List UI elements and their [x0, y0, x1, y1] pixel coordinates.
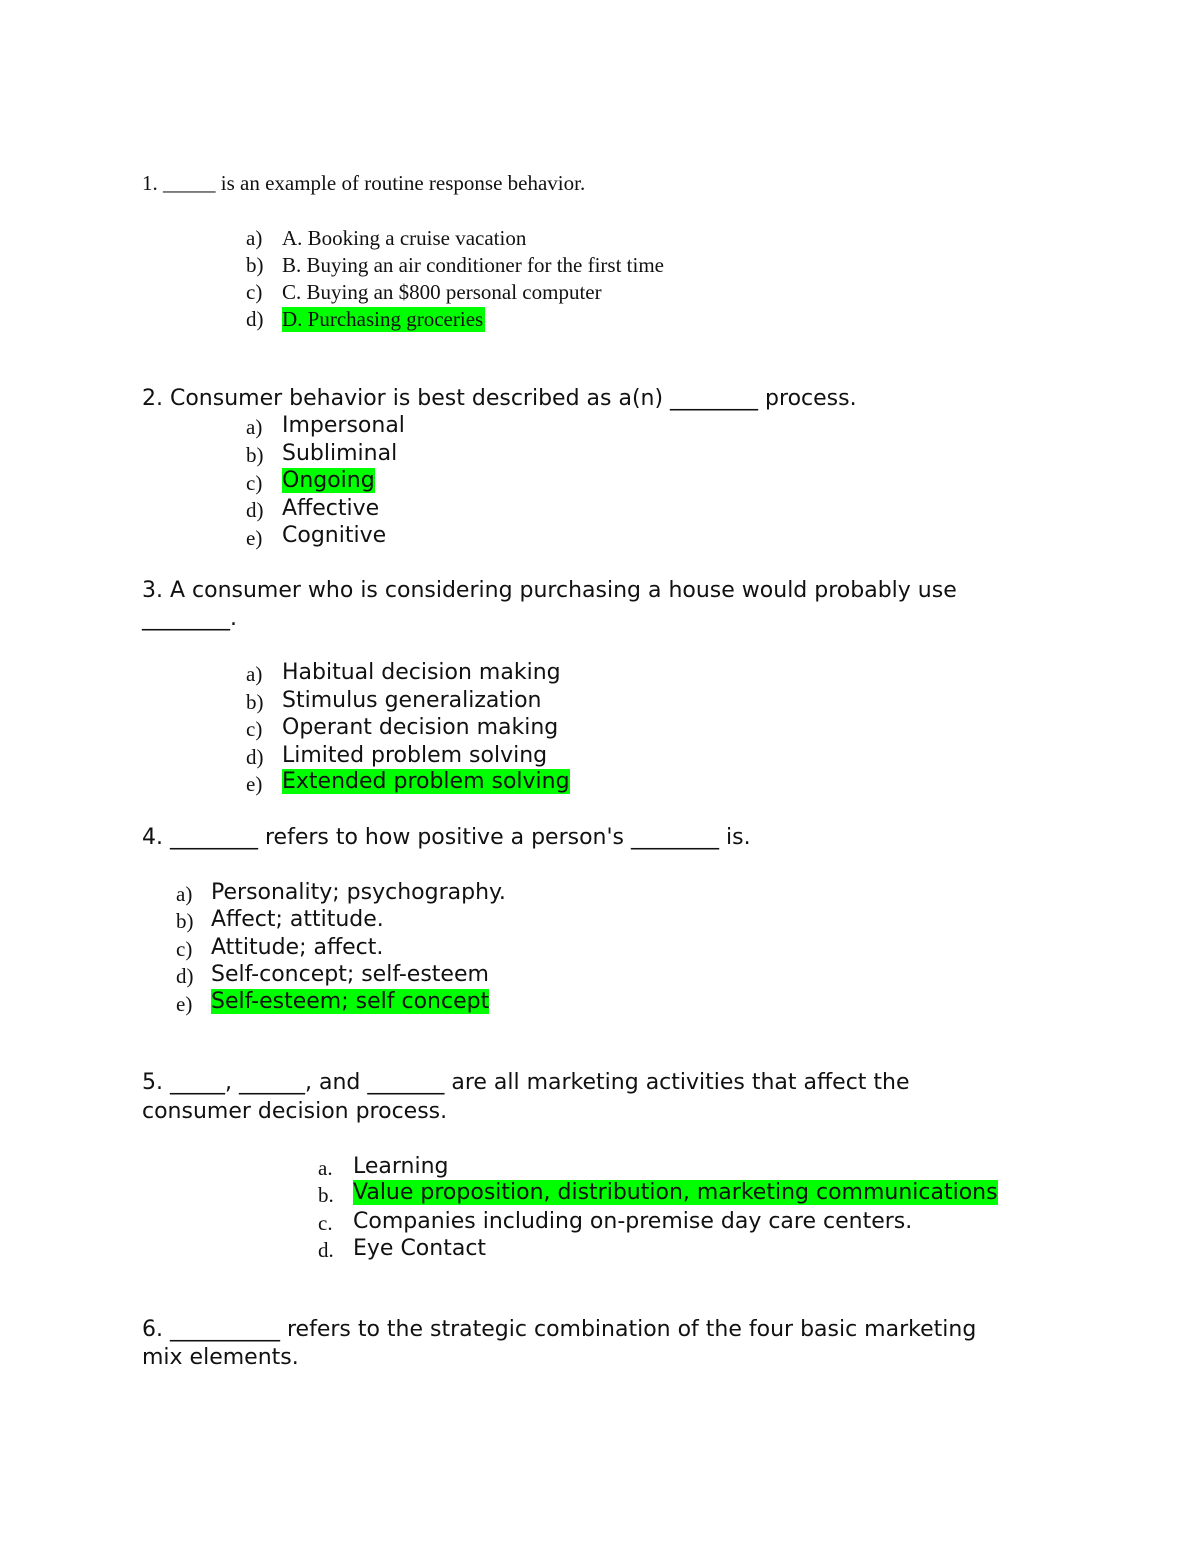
option-text: Affective: [282, 496, 380, 521]
option-text: B. Buying an air conditioner for the first time: [282, 253, 664, 277]
option-letter: d): [246, 498, 264, 522]
question-5-stem-line2: consumer decision process.: [142, 1099, 448, 1124]
question-5-stem-line1: 5. _____, ______, and _______ are all marketing activities that affect the: [142, 1070, 910, 1095]
question-3-stem-line1: 3. A consumer who is considering purchasing a house would probably use: [142, 578, 957, 603]
option-text-correct: Ongoing: [282, 468, 375, 493]
option-letter: b): [246, 253, 264, 277]
option-letter: a.: [318, 1156, 333, 1180]
question-3-stem-line2: ________.: [142, 606, 237, 631]
option-text-correct: Value proposition, distribution, marketing communications: [353, 1180, 998, 1205]
option-text: Eye Contact: [353, 1236, 487, 1261]
option-text: Attitude; affect.: [211, 935, 384, 960]
option-text: Self-concept; self-esteem: [211, 962, 489, 987]
question-1-stem: 1. _____ is an example of routine response behavior.: [142, 171, 586, 195]
option-letter: d): [246, 745, 264, 769]
option-text: Learning: [353, 1154, 449, 1179]
option-letter: c): [246, 280, 263, 304]
option-letter: c): [246, 471, 263, 495]
option-letter: c.: [318, 1211, 333, 1235]
option-letter: a): [246, 226, 263, 250]
option-letter: a): [176, 882, 193, 906]
question-2-stem: 2. Consumer behavior is best described as a(n) ________ process.: [142, 386, 857, 411]
option-letter: a): [246, 415, 263, 439]
option-text: Cognitive: [282, 523, 387, 548]
question-6-stem-line2: mix elements.: [142, 1345, 299, 1370]
option-letter: b.: [318, 1183, 334, 1207]
option-letter: e): [176, 992, 193, 1016]
option-letter: e): [246, 772, 263, 796]
option-letter: e): [246, 526, 263, 550]
option-letter: b): [176, 909, 194, 933]
option-letter: b): [246, 690, 264, 714]
option-text: Impersonal: [282, 413, 405, 438]
option-text: Companies including on-premise day care centers.: [353, 1209, 913, 1234]
option-letter: b): [246, 443, 264, 467]
option-text: Limited problem solving: [282, 743, 548, 768]
option-text: Subliminal: [282, 441, 398, 466]
option-text: Personality; psychography.: [211, 880, 506, 905]
option-letter: d.: [318, 1238, 334, 1262]
question-6-stem-line1: 6. __________ refers to the strategic combination of the four basic marketing: [142, 1317, 977, 1342]
option-letter: a): [246, 662, 263, 686]
option-text-correct: Extended problem solving: [282, 769, 570, 794]
option-letter: d): [246, 307, 264, 331]
option-letter: d): [176, 964, 194, 988]
option-text: Affect; attitude.: [211, 907, 384, 932]
option-text: Stimulus generalization: [282, 688, 542, 713]
option-text: A. Booking a cruise vacation: [282, 226, 527, 250]
option-letter: c): [176, 937, 193, 961]
option-text-correct: D. Purchasing groceries: [282, 307, 484, 331]
option-text-correct: Self-esteem; self concept: [211, 989, 490, 1014]
option-text: C. Buying an $800 personal computer: [282, 280, 602, 304]
option-text: Operant decision making: [282, 715, 559, 740]
option-text: Habitual decision making: [282, 660, 561, 685]
option-letter: c): [246, 717, 263, 741]
question-4-stem: 4. ________ refers to how positive a person's ________ is.: [142, 825, 751, 850]
